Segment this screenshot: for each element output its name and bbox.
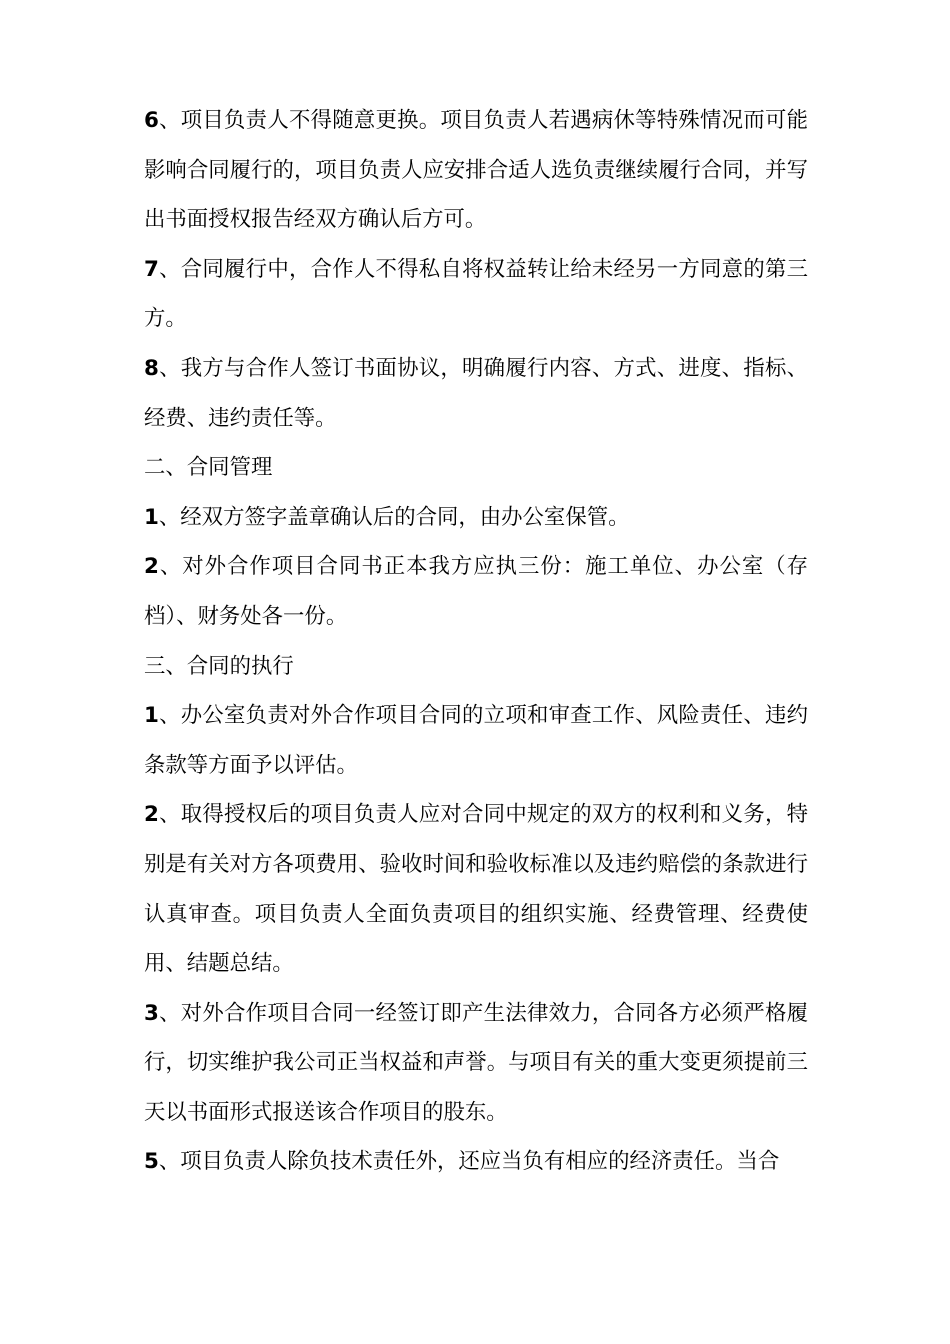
item-number: 3	[144, 1000, 159, 1026]
section3-item-2	[144, 790, 808, 988]
paragraph-text: 、取得授权后的项目负责人应对合同中规定的双方的权利和义务，特别是有关对方各项费用、验收时间和验收标准以及违约赔偿的条款进行认真审查。项目负责人全面负责项目的组织实施、经费管理、经费使用、结题总结。	[144, 802, 808, 977]
paragraph-text: 、办公室负责对外合作项目合同的立项和审查工作、风险责任、违约条款等方面予以评估。	[144, 703, 808, 778]
paragraph-6	[144, 96, 808, 245]
section2-item-1	[144, 493, 808, 543]
section3-item-5	[144, 1137, 808, 1187]
item-number: 5	[144, 1149, 159, 1175]
item-number: 1	[144, 703, 159, 729]
paragraph-7	[144, 245, 808, 344]
document-page	[144, 96, 808, 1187]
item-number: 2	[144, 554, 159, 580]
paragraph-text: 、对外合作项目合同书正本我方应执三份：施工单位、办公室（存档）、财务处各一份。	[144, 554, 808, 629]
item-number: 8	[144, 355, 159, 381]
paragraph-text: 、我方与合作人签订书面协议，明确履行内容、方式、进度、指标、经费、违约责任等。	[144, 355, 808, 431]
item-number: 6	[144, 108, 159, 133]
section-heading-contract-execution: 三、合同的执行	[144, 653, 294, 679]
paragraph-text: 、经双方签字盖章确认后的合同，由办公室保管。	[158, 504, 630, 530]
paragraph-text: 、对外合作项目合同一经签订即产生法律效力，合同各方必须严格履行，切实维护我公司正当权益和声誉。与项目有关的重大变更须提前三天以书面形式报送该合作项目的股东。	[144, 1000, 808, 1125]
item-number: 1	[144, 504, 159, 530]
item-number: 2	[144, 802, 159, 828]
section3-item-1	[144, 691, 808, 790]
paragraph-8	[144, 344, 808, 443]
item-number: 7	[144, 256, 159, 282]
paragraph-text: 、项目负责人除负技术责任外，还应当负有相应的经济责任。当合	[158, 1149, 780, 1175]
paragraph-text: 、合同履行中，合作人不得私自将权益转让给未经另一方同意的第三方。	[144, 256, 808, 332]
section-heading-contract-management: 二、合同管理	[144, 455, 273, 481]
section2-item-2	[144, 542, 808, 641]
paragraph-text: 、项目负责人不得随意更换。项目负责人若遇病休等特殊情况而可能影响合同履行的，项目负责人应安排合适人选负责继续履行合同，并写出书面授权报告经双方确认后方可。	[144, 108, 808, 233]
section3-item-3	[144, 989, 808, 1138]
